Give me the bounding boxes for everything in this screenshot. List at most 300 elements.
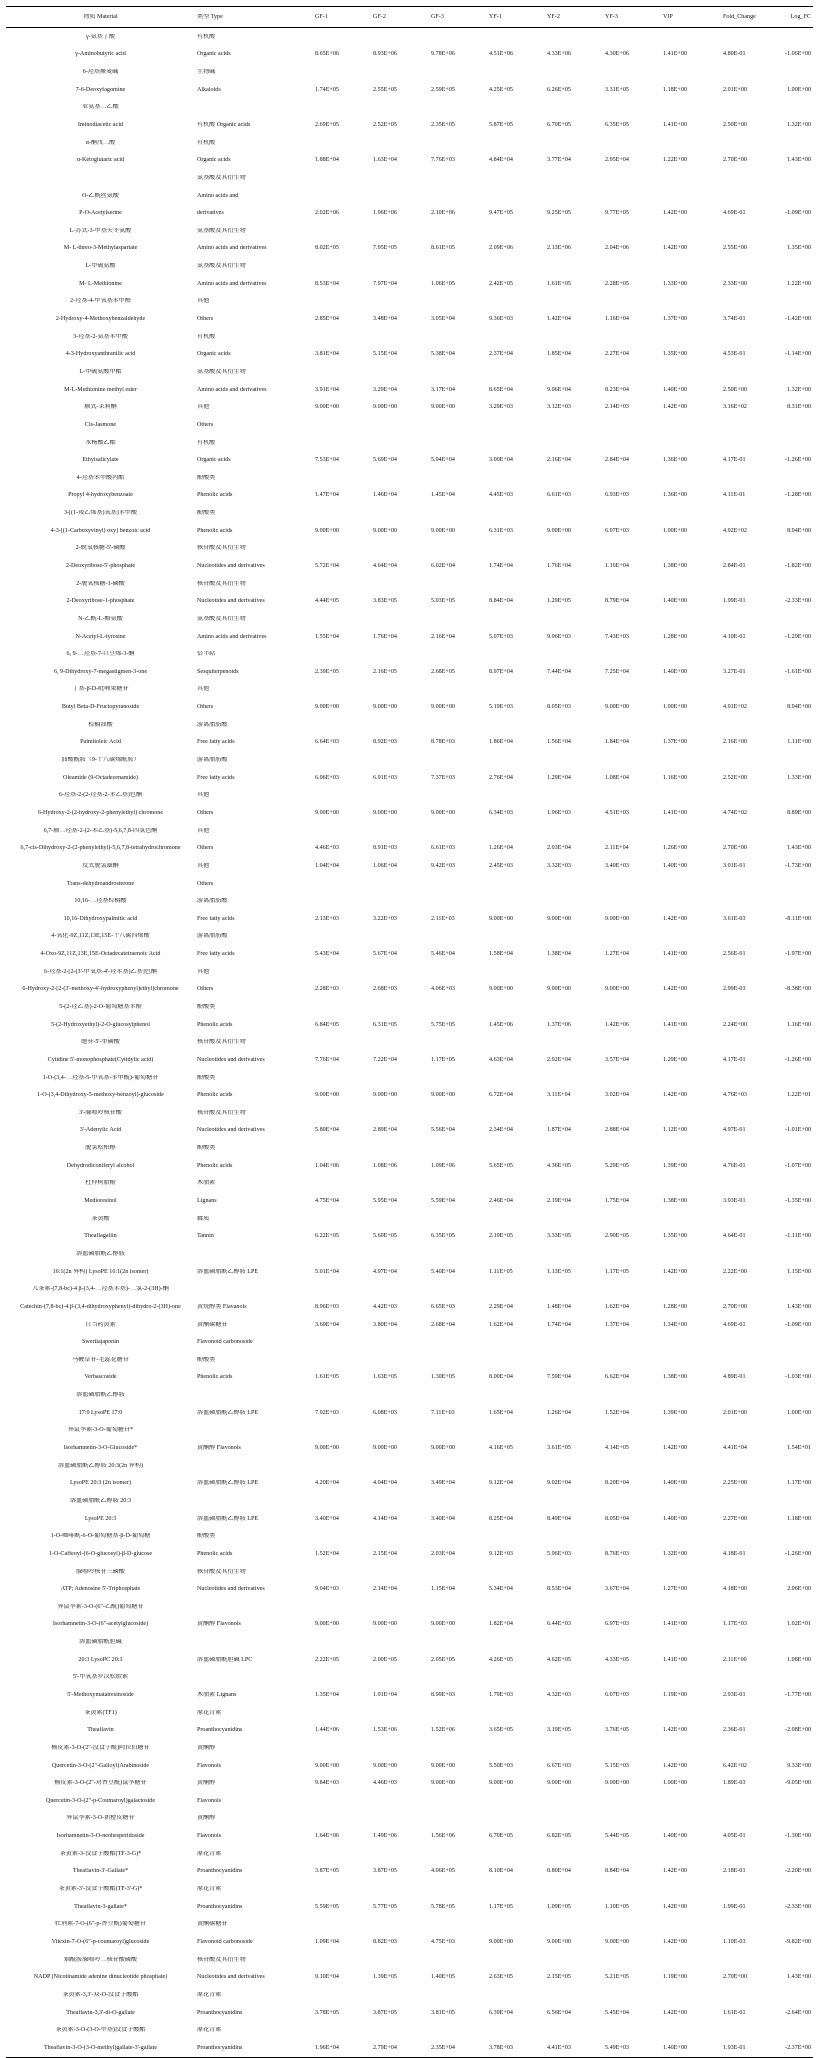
cell-yf2: 6.61E+03 — [547, 492, 571, 499]
cell-gf1: 6.84E+05 — [315, 1021, 339, 1028]
table-row — [6, 716, 813, 734]
cell-gf3: 9.00E+00 — [431, 527, 455, 534]
cell-material: 日当药黄素 — [85, 1321, 116, 1328]
table-row — [6, 822, 813, 840]
cell-type: 黄酮碳糖苷 — [197, 1921, 228, 1928]
cell-type: 木脂素 — [197, 1180, 216, 1187]
cell-type: Phenolic acids — [197, 1021, 233, 1028]
cell-vip: 1.42E+00 — [663, 1903, 687, 1910]
table-row — [6, 1298, 813, 1316]
cell-type: Organic acids — [197, 51, 231, 58]
cell-yf1: 5.65E+05 — [489, 1162, 513, 1169]
cell-fold-change: 4.64E-01 — [723, 1233, 746, 1240]
cell-vip: 1.40E+00 — [663, 862, 687, 869]
cell-gf2: 8.91E+03 — [373, 845, 397, 852]
cell-gf2: 2.15E+04 — [373, 1550, 397, 1557]
cell-material: Medioresinol — [84, 1198, 117, 1205]
table-row — [6, 1880, 813, 1898]
cell-yf1: 8.10E+04 — [489, 1868, 513, 1875]
table-row — [6, 1492, 813, 1510]
table-row — [6, 1704, 813, 1722]
cell-yf1: 8.97E+04 — [489, 668, 513, 675]
cell-yf3: 7.43E+03 — [605, 633, 629, 640]
cell-gf2: 4.64E+04 — [373, 562, 397, 569]
cell-type: 黄酮醇 — [197, 1815, 216, 1822]
cell-gf2: 7.22E+04 — [373, 1056, 397, 1063]
cell-yf3: 9.00E+00 — [605, 704, 629, 711]
cell-material: Isorhamnetin-3-O-(6"-acetylglucoside) — [52, 1621, 149, 1628]
cell-vip: 1.00E+00 — [663, 527, 687, 534]
cell-material: α-酮戊二酸 — [85, 139, 116, 146]
cell-type: Others — [197, 880, 214, 887]
cell-gf2: 3.29E+04 — [373, 386, 397, 393]
cell-gf1: 9.00E+00 — [315, 1445, 339, 1452]
cell-vip: 1.40E+00 — [663, 1515, 687, 1522]
cell-gf2: 2.55E+05 — [373, 86, 397, 93]
table-row — [6, 487, 813, 505]
cell-yf3: 1.37E+04 — [605, 1321, 629, 1328]
cell-type: Phenolic acids — [197, 527, 233, 534]
cell-type: 酚酸类 — [197, 1533, 216, 1540]
cell-vip: 1.41E+00 — [663, 1656, 687, 1663]
cell-type: 核苷酸及其衍生物 — [197, 1568, 246, 1575]
cell-vip: 1.26E+00 — [663, 845, 687, 852]
cell-type: Proanthocyanidins — [197, 2044, 243, 2051]
table-row — [6, 1228, 813, 1246]
table-row — [6, 1669, 813, 1687]
table-row — [6, 1351, 813, 1369]
cell-type: 其他 — [197, 862, 210, 869]
cell-type: Phenolic acids — [197, 1550, 233, 1557]
cell-gf3: 5.56E+04 — [431, 1127, 455, 1134]
cell-yf2: 9.00E+00 — [547, 1780, 571, 1787]
cell-vip: 1.39E+00 — [663, 1409, 687, 1416]
cell-yf3: 4.33E+05 — [605, 1656, 629, 1663]
cell-gf3: 3.40E+04 — [431, 1515, 455, 1522]
cell-yf2: 4.33E+06 — [547, 51, 571, 58]
cell-yf2: 9.25E+05 — [547, 210, 571, 217]
cell-type: Nucleotides and derivatives — [197, 1056, 265, 1063]
cell-yf3: 9.77E+05 — [605, 210, 629, 217]
cell-vip: 1.38E+00 — [663, 562, 687, 569]
cell-log-fc: -1.29E+00 — [785, 633, 811, 640]
cell-type: 其他 — [197, 686, 210, 693]
cell-material: 儿茶素-(7,8-bc)-4 β-(3,4-二羟基苯基)-二氢-2-(3H)-酮 — [32, 1286, 169, 1293]
cell-fold-change: 1.99E-01 — [723, 598, 746, 605]
cell-fold-change: 4.76E+03 — [723, 1092, 747, 1099]
cell-material: Isorhamnetin-3-O-Glucoside* — [63, 1445, 138, 1452]
table-row — [6, 1510, 813, 1528]
cell-gf3: 6.02E+04 — [431, 562, 455, 569]
table-row — [6, 169, 813, 187]
cell-type: 溶血磷脂酰乙醇胺 LPE — [197, 1268, 259, 1275]
cell-yf3: 9.00E+00 — [605, 915, 629, 922]
cell-gf1: 5.72E+04 — [315, 562, 339, 569]
header-log-fc: Log_FC — [790, 13, 811, 20]
cell-type: Flavonols — [197, 1762, 222, 1769]
table-row — [6, 734, 813, 752]
cell-gf3: 9.00E+00 — [431, 704, 455, 711]
cell-type: 溶血磷脂酰乙醇胺 LPE — [197, 1515, 259, 1522]
cell-type: Free fatty acids — [197, 739, 235, 746]
cell-yf1: 4.26E+05 — [489, 1656, 513, 1663]
cell-gf3: 9.00E+00 — [431, 1762, 455, 1769]
cell-material: 1-O-(3,4-二羟基-5-甲氧基-苯甲酰)-葡萄糖苷 — [42, 1074, 159, 1081]
cell-material: 16:1(2n 异构) LysoPE 16:1(2n isomer) — [52, 1268, 149, 1275]
cell-type: 游离脂肪酸 — [197, 933, 228, 940]
cell-log-fc: -2.37E+00 — [785, 2044, 811, 2051]
cell-yf3: 8.20E+04 — [605, 1480, 629, 1487]
table-row — [6, 1280, 813, 1298]
cell-gf1: 2.22E+05 — [315, 1656, 339, 1663]
cell-gf3: 2.11E+03 — [431, 915, 455, 922]
cell-yf2: 1.96E+03 — [547, 809, 571, 816]
cell-yf2: 1.13E+05 — [547, 1268, 571, 1275]
cell-yf1: 1.86E+04 — [489, 739, 513, 746]
cell-material: 槲皮素-3-O-(2"-没食子酰)阿拉伯糖苷 — [51, 1744, 150, 1751]
cell-type: 游离脂肪酸 — [197, 757, 228, 764]
cell-gf1: 9.00E+00 — [315, 1621, 339, 1628]
table-row — [6, 1527, 813, 1545]
cell-yf1: 6.34E+03 — [489, 809, 513, 816]
cell-fold-change: 6.42E+02 — [723, 1762, 747, 1769]
cell-material: 水杨酸乙酯 — [85, 439, 116, 446]
cell-fold-change: 1.61E-01 — [723, 2009, 746, 2016]
table-row — [6, 222, 813, 240]
cell-yf2: 3.32E+03 — [547, 862, 571, 869]
cell-gf3: 2.35E+04 — [431, 2044, 455, 2051]
cell-log-fc: 1.17E+00 — [787, 1480, 811, 1487]
cell-material: 4-氧化-9Z,11Z,13E,15E-十八碳四烯酸 — [51, 933, 150, 940]
cell-gf1: 4.20E+04 — [315, 1480, 339, 1487]
cell-gf1: 9.00E+00 — [315, 1762, 339, 1769]
cell-yf1: 9.12E+03 — [489, 1550, 513, 1557]
cell-gf3: 9.78E+06 — [431, 51, 455, 58]
cell-gf3: 9.00E+00 — [431, 1092, 455, 1099]
cell-vip: 1.00E+00 — [663, 704, 687, 711]
cell-type: 黄酮醇 — [197, 1780, 216, 1787]
cell-material: L-苏式-3-甲基天冬氨酸 — [69, 227, 132, 234]
table-row — [6, 1845, 813, 1863]
cell-material: Theaflavin-3-gallate* — [74, 1903, 127, 1910]
cell-type: 黄酮醇 Flavonols — [197, 1621, 241, 1628]
cell-gf2: 1.06E+04 — [373, 862, 397, 869]
cell-yf1: 9.47E+05 — [489, 210, 513, 217]
cell-material: 油酸酰胺（9-十八碳烯酰胺） — [61, 757, 140, 764]
cell-material: 槲皮素-3-O-(2"-对香豆酰)鼠李糖苷 — [54, 1780, 147, 1787]
cell-fold-change: 4.05E-01 — [723, 1833, 746, 1840]
cell-gf3: 2.35E+05 — [431, 121, 455, 128]
cell-material: 溶血磷脂酰乙醇胺 — [76, 1392, 125, 1399]
cell-yf1: 2.45E+03 — [489, 862, 513, 869]
cell-type: 核苷酸及其衍生物 — [197, 545, 246, 552]
cell-fold-change: 4.80E-01 — [723, 51, 746, 58]
cell-type: Free fatty acids — [197, 915, 235, 922]
cell-vip: 1.38E+00 — [663, 1374, 687, 1381]
cell-yf3: 7.25E+04 — [605, 668, 629, 675]
cell-gf3: 5.59E+04 — [431, 1198, 455, 1205]
cell-yf3: 3.02E+04 — [605, 1092, 629, 1099]
cell-vip: 1.42E+00 — [663, 1868, 687, 1875]
cell-yf3: 6.07E+03 — [605, 1691, 629, 1698]
cell-yf1: 1.11E+05 — [489, 1268, 513, 1275]
cell-material: 10,16-二羟基棕榈酸 — [74, 898, 127, 905]
cell-yf1: 6.70E+05 — [489, 1833, 513, 1840]
cell-yf1: 1.74E+04 — [489, 562, 513, 569]
cell-yf3: 2.90E+05 — [605, 1233, 629, 1240]
cell-gf3: 2.68E+05 — [431, 668, 455, 675]
cell-type: Phenolic acids — [197, 492, 233, 499]
cell-material: Quercetin-3-O-(2"-Galloyl)Arabinoside — [51, 1762, 150, 1769]
cell-gf1: 6.64E+03 — [315, 739, 339, 746]
cell-fold-change: 1.93E-01 — [723, 2044, 746, 2051]
header-yf2: YF-2 — [547, 13, 560, 20]
cell-gf3: 5.38E+04 — [431, 351, 455, 358]
table-row — [6, 1651, 813, 1669]
cell-vip: 1.41E+00 — [663, 121, 687, 128]
cell-vip: 1.40E+00 — [663, 598, 687, 605]
table-row — [6, 1333, 813, 1351]
cell-material: 亚氨基二乙酸 — [82, 104, 119, 111]
cell-gf3: 6.35E+05 — [431, 1233, 455, 1240]
cell-gf1: 2.13E+03 — [315, 915, 339, 922]
cell-log-fc: -1.26E+00 — [785, 457, 811, 464]
cell-yf3: 1.52E+04 — [605, 1409, 629, 1416]
cell-material: 4-Oxo-9Z,11Z,13E,15E-Octadecatetraenoic Acid — [40, 951, 161, 958]
cell-type: 鞣质 — [197, 1215, 210, 1222]
cell-type: 氨基酸及其衍生物 — [197, 174, 246, 181]
cell-yf3: 1.16E+04 — [605, 316, 629, 323]
cell-gf2: 6.31E+05 — [373, 1021, 397, 1028]
cell-material: O-乙酰丝氨酸 — [82, 192, 119, 199]
cell-gf2: 2.00E+05 — [373, 1656, 397, 1663]
cell-yf1: 3.78E+03 — [489, 2044, 513, 2051]
cell-material: 2-Deoxyribose-5'-phosphate — [65, 562, 136, 569]
cell-yf3: 5.45E+04 — [605, 2009, 629, 2016]
cell-gf3: 1.56E+06 — [431, 1833, 455, 1840]
cell-gf1: 8.53E+04 — [315, 280, 339, 287]
cell-gf2: 3.22E+03 — [373, 915, 397, 922]
cell-yf1: 8.00E+04 — [489, 1374, 513, 1381]
cell-yf3: 9.00E+00 — [605, 1938, 629, 1945]
cell-fold-change: 2.56E-01 — [723, 951, 746, 958]
cell-log-fc: 1.00E+00 — [787, 1409, 811, 1416]
cell-log-fc: -1.30E+00 — [785, 1833, 811, 1840]
cell-type: Flavonoid carbonoside — [197, 1339, 253, 1346]
cell-material: Ethylsalicylate — [82, 457, 119, 464]
cell-yf1: 5.50E+03 — [489, 1762, 513, 1769]
cell-log-fc: -1.03E+00 — [785, 1374, 811, 1381]
cell-type: Amino acids and derivatives — [197, 386, 267, 393]
cell-yf1: 9.36E+03 — [489, 316, 513, 323]
cell-material: 2-脱氧核糖-5'-磷酸 — [75, 545, 126, 552]
cell-log-fc: -1.26E+00 — [785, 1550, 811, 1557]
cell-log-fc: -1.73E+00 — [785, 862, 811, 869]
cell-fold-change: 4.89E-01 — [723, 1374, 746, 1381]
cell-gf2: 3.87E+05 — [373, 2009, 397, 2016]
cell-material: LysoPE 20:3 (2n isomer) — [69, 1480, 132, 1487]
cell-material: Iminodiacetic acid — [77, 121, 124, 128]
cell-gf2: 4.14E+04 — [373, 1515, 397, 1522]
cell-log-fc: -9.82E+00 — [785, 1938, 811, 1945]
cell-gf3: 1.30E+05 — [431, 1374, 455, 1381]
cell-yf2: 9.00E+00 — [547, 527, 571, 534]
cell-log-fc: 1.35E+00 — [787, 245, 811, 252]
cell-yf1: 1.58E+04 — [489, 951, 513, 958]
cell-log-fc: 1.43E+00 — [787, 845, 811, 852]
cell-log-fc: 1.32E+00 — [787, 121, 811, 128]
cell-log-fc: 1.11E+00 — [787, 739, 811, 746]
cell-yf3: 1.08E+04 — [605, 774, 629, 781]
cell-yf2: 9.06E+04 — [547, 386, 571, 393]
cell-gf3: 9.00E+00 — [431, 1445, 455, 1452]
cell-material: 茶黄素-3-没食子酸酯(TF-3-G)* — [59, 1850, 142, 1857]
cell-fold-change: 1.17E+03 — [723, 1621, 747, 1628]
cell-material: 异鼠李素-3-O-(6"-乙酰)葡萄糖苷 — [57, 1603, 144, 1610]
cell-gf2: 2.79E+04 — [373, 2044, 397, 2051]
cell-fold-change: 4.17E-01 — [723, 457, 746, 464]
cell-yf2: 3.11E+04 — [547, 1092, 571, 1099]
table-row — [6, 663, 813, 681]
cell-type: 核苷酸及其衍生物 — [197, 1109, 246, 1116]
cell-gf2: 4.04E+04 — [373, 1480, 397, 1487]
table-row — [6, 240, 813, 258]
cell-vip: 1.42E+00 — [663, 404, 687, 411]
cell-gf2: 1.46E+04 — [373, 492, 397, 499]
cell-type: 酚酸类 — [197, 1004, 216, 1010]
cell-material: 反式脱氢雄酮 — [82, 862, 119, 869]
cell-type: 酚酸类 — [197, 1356, 216, 1363]
cell-fold-change: 2.01E+00 — [723, 1409, 747, 1416]
cell-log-fc: -1.61E+00 — [785, 668, 811, 675]
table-row — [6, 151, 813, 169]
cell-yf2: 3.19E+05 — [547, 1727, 571, 1734]
cell-gf1: 2.85E+04 — [315, 316, 339, 323]
cell-gf1: 9.00E+00 — [315, 1092, 339, 1099]
cell-yf2: 6.70E+05 — [547, 121, 571, 128]
cell-log-fc: -1.26E+00 — [785, 1056, 811, 1063]
cell-yf2: 2.92E+04 — [547, 1056, 571, 1063]
table-row — [6, 310, 813, 328]
header-gf3: GF-3 — [431, 13, 444, 20]
cell-material: Butyl Beta-D-Fructopyranoside — [61, 704, 140, 711]
table-row — [6, 2021, 813, 2039]
cell-fold-change: 2.70E+00 — [723, 157, 747, 164]
table-row — [6, 1633, 813, 1651]
table-row — [6, 1422, 813, 1440]
cell-material: 6-羟基-2-(2-羟基-2-苯乙基)色酮 — [58, 792, 143, 799]
cell-log-fc: 1.54E+01 — [787, 1445, 811, 1452]
cell-type: 酚酸类 — [197, 474, 216, 481]
table-row — [6, 963, 813, 981]
cell-fold-change: 2.22E+00 — [723, 1268, 747, 1275]
cell-material: 4-3-Hydroxyanthranilic acid — [65, 351, 136, 358]
cell-gf2: 2.14E+04 — [373, 1586, 397, 1593]
cell-yf1: 8.25E+04 — [489, 1515, 513, 1522]
cell-type: Amino acids and derivatives — [197, 280, 267, 287]
table-row — [6, 1686, 813, 1704]
cell-yf3: 2.11E+04 — [605, 845, 629, 852]
cell-material: 1-O-Caffeoyl-(6-O-glucosyl)-β-D-glucose — [48, 1550, 153, 1557]
cell-gf1: 8.96E+03 — [315, 1303, 339, 1310]
cell-gf1: 6.06E+03 — [315, 774, 339, 781]
cell-gf2: 9.00E+00 — [373, 1621, 397, 1628]
cell-yf1: 1.17E+05 — [489, 1903, 513, 1910]
cell-type: 黄酮碳糖苷 — [197, 1321, 228, 1328]
cell-yf3: 2.88E+04 — [605, 1127, 629, 1134]
table-row — [6, 1016, 813, 1034]
cell-gf2: 2.16E+05 — [373, 668, 397, 675]
cell-vip: 1.28E+00 — [663, 633, 687, 640]
cell-gf3: 4.75E+03 — [431, 1938, 455, 1945]
cell-gf1: 3.91E+04 — [315, 386, 339, 393]
cell-yf3: 5.15E+03 — [605, 1762, 629, 1769]
cell-yf1: 9.00E+00 — [489, 1938, 513, 1945]
cell-vip: 1.42E+00 — [663, 1727, 687, 1734]
cell-yf2: 8.49E+04 — [547, 1515, 571, 1522]
cell-material: Theaflavin-3,3'-di-O-gallate — [66, 2009, 135, 2016]
table-row — [6, 981, 813, 999]
cell-type: 其他 — [197, 968, 210, 975]
cell-yf3: 2.28E+05 — [605, 280, 629, 287]
cell-material: Verbascoside — [84, 1374, 117, 1381]
cell-log-fc: -1.11E+00 — [785, 1233, 811, 1240]
cell-material: 20:3 LysoPC 20:3 — [78, 1656, 123, 1663]
cell-vip: 1.38E+00 — [663, 1198, 687, 1205]
cell-gf1: 5.01E+04 — [315, 1268, 339, 1275]
cell-yf3: 1.10E+05 — [605, 1903, 629, 1910]
cell-type: Nucleotides and derivatives — [197, 1974, 265, 1981]
cell-material: Theaflavin — [87, 1727, 114, 1734]
cell-gf1: 9.84E+03 — [315, 1780, 339, 1787]
table-row — [6, 398, 813, 416]
cell-type: Others — [197, 986, 214, 993]
cell-fold-change: 4.18E+00 — [723, 1586, 747, 1593]
cell-vip: 1.29E+00 — [663, 1056, 687, 1063]
cell-gf3: 3.81E+05 — [431, 2009, 455, 2016]
cell-gf3: 3.05E+04 — [431, 316, 455, 323]
cell-log-fc: -1.97E+00 — [785, 951, 811, 958]
cell-type: Flavonols — [197, 1833, 222, 1840]
cell-yf1: 2.29E+04 — [489, 1303, 513, 1310]
cell-material: 3'-Adenylic Acid — [79, 1127, 122, 1134]
cell-yf1: 5.19E+03 — [489, 704, 513, 711]
cell-material: 溶血磷脂酰胆碱 — [79, 1639, 122, 1646]
cell-type: Others — [197, 421, 214, 428]
table-row — [6, 1827, 813, 1845]
cell-material: 6-Hydroxy-2-(2-hydroxy-2-phenylethyl) chromone — [37, 809, 164, 816]
table-row — [6, 1104, 813, 1122]
cell-fold-change: 3.01E-01 — [723, 862, 746, 869]
cell-gf2: 2.89E+04 — [373, 1127, 397, 1134]
cell-material: 5'-Methoxymatairesinoside — [67, 1691, 134, 1698]
cell-type: 酚酸类 — [197, 1074, 216, 1081]
cell-material: Quercetin-3-O-(2"-p-Coumaroyl)galactoside — [45, 1797, 156, 1804]
cell-yf3: 4.51E+03 — [605, 809, 629, 816]
cell-yf1: 3.65E+05 — [489, 1727, 513, 1734]
cell-gf1: 2.02E+06 — [315, 210, 339, 217]
cell-fold-change: 3.93E-01 — [723, 1198, 746, 1205]
cell-material: L-甲硫氨酸 — [85, 263, 116, 270]
cell-yf3: 3.57E+04 — [605, 1056, 629, 1063]
cell-yf1: 4.45E+03 — [489, 492, 513, 499]
cell-material: γ-Aminobutyric acid — [75, 51, 126, 58]
cell-type: 原花青素 — [197, 1886, 222, 1893]
cell-type: 氨基酸及其衍生物 — [197, 615, 246, 622]
cell-yf1: 3.29E+03 — [489, 404, 513, 411]
cell-type: 黄酮醇 — [197, 1744, 216, 1751]
cell-gf2: 9.00E+00 — [373, 1762, 397, 1769]
